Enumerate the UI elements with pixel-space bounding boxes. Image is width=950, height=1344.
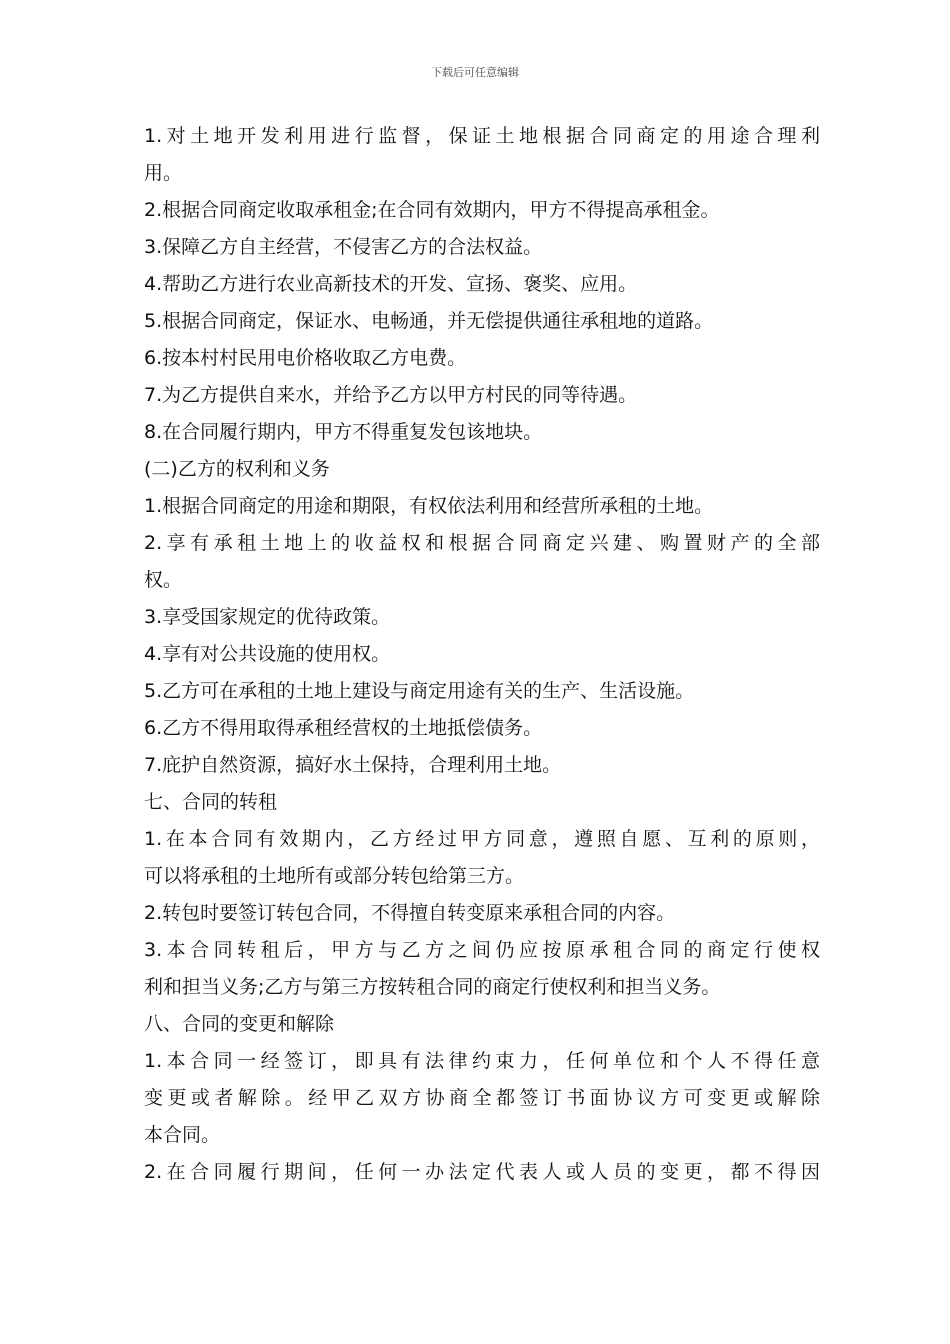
text-line: 1.本合同一经签订，即具有法律约束力，任何单位和个人不得任意 [144,1050,820,1072]
text-line: 1.根据合同商定的用途和期限，有权依法利用和经营所承租的土地。 [144,495,714,517]
text-line: 8.在合同履行期内，甲方不得重复发包该地块。 [144,421,543,443]
text-line: 可以将承租的土地所有或部分转包给第三方。 [144,865,525,887]
text-line: 本合同。 [144,1124,221,1146]
text-line: 3.保障乙方自主经营，不侵害乙方的合法权益。 [144,236,543,258]
page-header: 下载后可任意编辑 [431,66,519,79]
text-line: 2.转包时要签订转包合同，不得擅自转变原来承租合同的内容。 [144,902,676,924]
text-line: 6.按本村村民用电价格收取乙方电费。 [144,347,467,369]
text-line: 4.帮助乙方进行农业高新技术的开发、宣扬、褒奖、应用。 [144,273,638,295]
text-line: 7.为乙方提供自来水，并给予乙方以甲方村民的同等待遇。 [144,384,638,406]
document-body [144,118,820,1191]
text-line: 5.根据合同商定，保证水、电畅通，并无偿提供通往承租地的道路。 [144,310,714,332]
text-line: 2.享有承租土地上的收益权和根据合同商定兴建、购置财产的全部 [144,532,820,554]
text-line: 1.在本合同有效期内，乙方经过甲方同意，遵照自愿、互利的原则， [144,828,820,850]
section-heading: (二)乙方的权利和义务 [144,458,330,480]
text-line: 2.在合同履行期间，任何一办法定代表人或人员的变更，都不得因 [144,1161,820,1183]
text-line: 用。 [144,162,183,184]
text-line: 6.乙方不得用取得承租经营权的土地抵偿债务。 [144,717,543,739]
text-line: 3.享受国家规定的优待政策。 [144,606,391,628]
text-line: 2.根据合同商定收取承租金;在合同有效期内，甲方不得提高承租金。 [144,199,720,221]
text-line: 权。 [144,569,183,591]
text-line: 变更或者解除。经甲乙双方协商全都签订书面协议方可变更或解除 [144,1087,820,1109]
section-heading: 七、合同的转租 [144,791,278,813]
text-line: 7.庇护自然资源，搞好水土保持，合理利用土地。 [144,754,562,776]
text-line: 5.乙方可在承租的土地上建设与商定用途有关的生产、生活设施。 [144,680,695,702]
text-line: 4.享有对公共设施的使用权。 [144,643,391,665]
text-line: 利和担当义务;乙方与第三方按转租合同的商定行使权利和担当义务。 [144,976,721,998]
text-line: 1.对土地开发利用进行监督，保证土地根据合同商定的用途合理利 [144,125,820,147]
text-line: 3.本合同转租后，甲方与乙方之间仍应按原承租合同的商定行使权 [144,939,820,961]
section-heading: 八、合同的变更和解除 [144,1013,335,1035]
